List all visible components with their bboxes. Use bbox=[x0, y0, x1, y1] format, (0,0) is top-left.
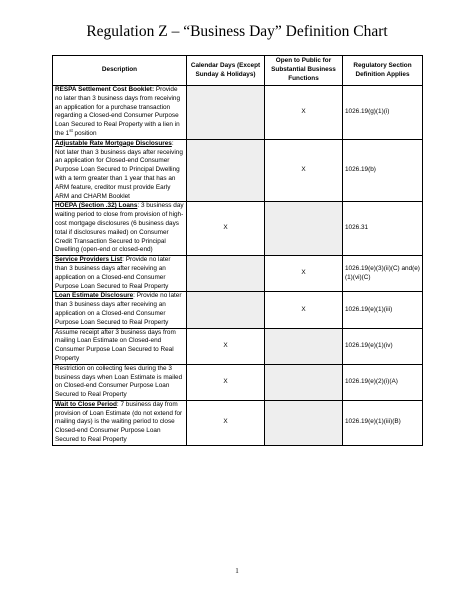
row-open-to-public-mark: X bbox=[265, 86, 343, 140]
row-description bbox=[53, 256, 187, 292]
row-description bbox=[53, 86, 187, 140]
row-open-to-public-mark: X bbox=[265, 256, 343, 292]
row-regulatory-section: 1026.19(e)(3)(ii)(C) and(e)(1)(vi)(C) bbox=[343, 256, 423, 292]
row-calendar-days-mark: X bbox=[187, 364, 265, 400]
row-calendar-days-mark: X bbox=[187, 400, 265, 445]
table-row bbox=[53, 292, 423, 328]
row-regulatory-section: 1026.19(e)(1)(iii)(B) bbox=[343, 400, 423, 445]
row-text-superscript: st bbox=[69, 127, 73, 133]
table-row bbox=[53, 86, 423, 140]
row-label: HOEPA (Section .32) Loans bbox=[55, 202, 138, 210]
row-text: : 3 business day waiting period to close from provision of high-cost mortgage disclosures (6 business days total if disclosures mailed) on Consumer Credit Transaction Secured to Principal Dwelling (open-end or closed-end) bbox=[55, 202, 184, 254]
row-regulatory-section: 1026.19(g)(1)(i) bbox=[343, 86, 423, 140]
row-open-to-public-mark bbox=[265, 400, 343, 445]
page-number: 1 bbox=[235, 567, 239, 575]
row-regulatory-section: 1026.19(b) bbox=[343, 139, 423, 202]
business-day-definition-table bbox=[52, 55, 423, 446]
row-description bbox=[53, 292, 187, 328]
row-text: : Not later than 3 business days after receiving an application for Closed-end Consumer Purpose Loan Secured to Principal Dwelling with a term greater than 1 year that has an ARM feature, creditor must provide Early ARM and CHARM Booklet bbox=[55, 139, 183, 200]
row-label: Adjustable Rate Mortgage Disclosures bbox=[55, 139, 172, 147]
row-open-to-public-mark bbox=[265, 202, 343, 256]
table-header-row bbox=[53, 56, 423, 86]
row-open-to-public-mark bbox=[265, 328, 343, 364]
row-label: Loan Estimate Disclosure bbox=[55, 292, 134, 300]
row-calendar-days-mark bbox=[187, 86, 265, 140]
row-calendar-days-mark: X bbox=[187, 202, 265, 256]
column-header-regulatory-section: Regulatory Section Definition Applies bbox=[343, 56, 423, 86]
row-description bbox=[53, 328, 187, 364]
row-regulatory-section: 1026.19(e)(2)(i)(A) bbox=[343, 364, 423, 400]
row-text: : Provide no later than 3 business days after receiving an application on a Closed-end Consumer Purpose Loan Secured to Real Property bbox=[55, 292, 182, 326]
row-label: Service Providers List bbox=[55, 256, 123, 264]
row-open-to-public-mark: X bbox=[265, 292, 343, 328]
row-description bbox=[53, 139, 187, 202]
page-title: Regulation Z – “Business Day” Definition Chart bbox=[86, 23, 388, 40]
row-text: : Provide no later than 3 business days after receiving an application on a Closed-end Consumer Purpose Loan Secured to Real Property bbox=[55, 256, 171, 290]
row-regulatory-section: 1026.31 bbox=[343, 202, 423, 256]
row-calendar-days-mark: X bbox=[187, 328, 265, 364]
table-row bbox=[53, 256, 423, 292]
column-header-open-to-public: Open to Public for Substantial Business Functions bbox=[265, 56, 343, 86]
row-label: RESPA Settlement Cost Booklet: bbox=[55, 86, 155, 93]
row-description bbox=[53, 364, 187, 400]
row-text: Provide no later than 3 business days from receiving an application for a purchase transaction regarding a Closed-end Consumer Purpose Loan Secured to Real Property with a lien in the 1 bbox=[55, 86, 181, 137]
row-open-to-public-mark bbox=[265, 364, 343, 400]
row-open-to-public-mark: X bbox=[265, 139, 343, 202]
row-calendar-days-mark bbox=[187, 292, 265, 328]
row-text: Assume receipt after 3 business days from mailing Loan Estimate on Closed-end Consumer Purpose Loan Secured to Real Property bbox=[55, 328, 176, 362]
table-row bbox=[53, 328, 423, 364]
row-description bbox=[53, 202, 187, 256]
row-regulatory-section: 1026.19(e)(1)(iv) bbox=[343, 328, 423, 364]
table-row bbox=[53, 202, 423, 256]
row-calendar-days-mark bbox=[187, 256, 265, 292]
row-text-tail: position bbox=[72, 129, 97, 137]
table-row bbox=[53, 139, 423, 202]
table-row bbox=[53, 364, 423, 400]
row-description bbox=[53, 400, 187, 445]
row-text: : 7 business day from provision of Loan Estimate (do not extend for mailing days) is the waiting period to close Closed-end Consumer Purpose Loan Secured to Real Property bbox=[55, 400, 183, 444]
row-label: Wait to Close Period bbox=[55, 400, 117, 408]
column-header-description: Description bbox=[53, 56, 187, 86]
table-row bbox=[53, 400, 423, 445]
row-calendar-days-mark bbox=[187, 139, 265, 202]
column-header-calendar-days: Calendar Days (Except Sunday & Holidays) bbox=[187, 56, 265, 86]
row-text: Restriction on collecting fees during the 3 business days when Loan Estimate is mailed on Closed-end Consumer Purpose Loan Secured to Real Property bbox=[55, 364, 183, 399]
row-regulatory-section: 1026.19(e)(1)(iii) bbox=[343, 292, 423, 328]
